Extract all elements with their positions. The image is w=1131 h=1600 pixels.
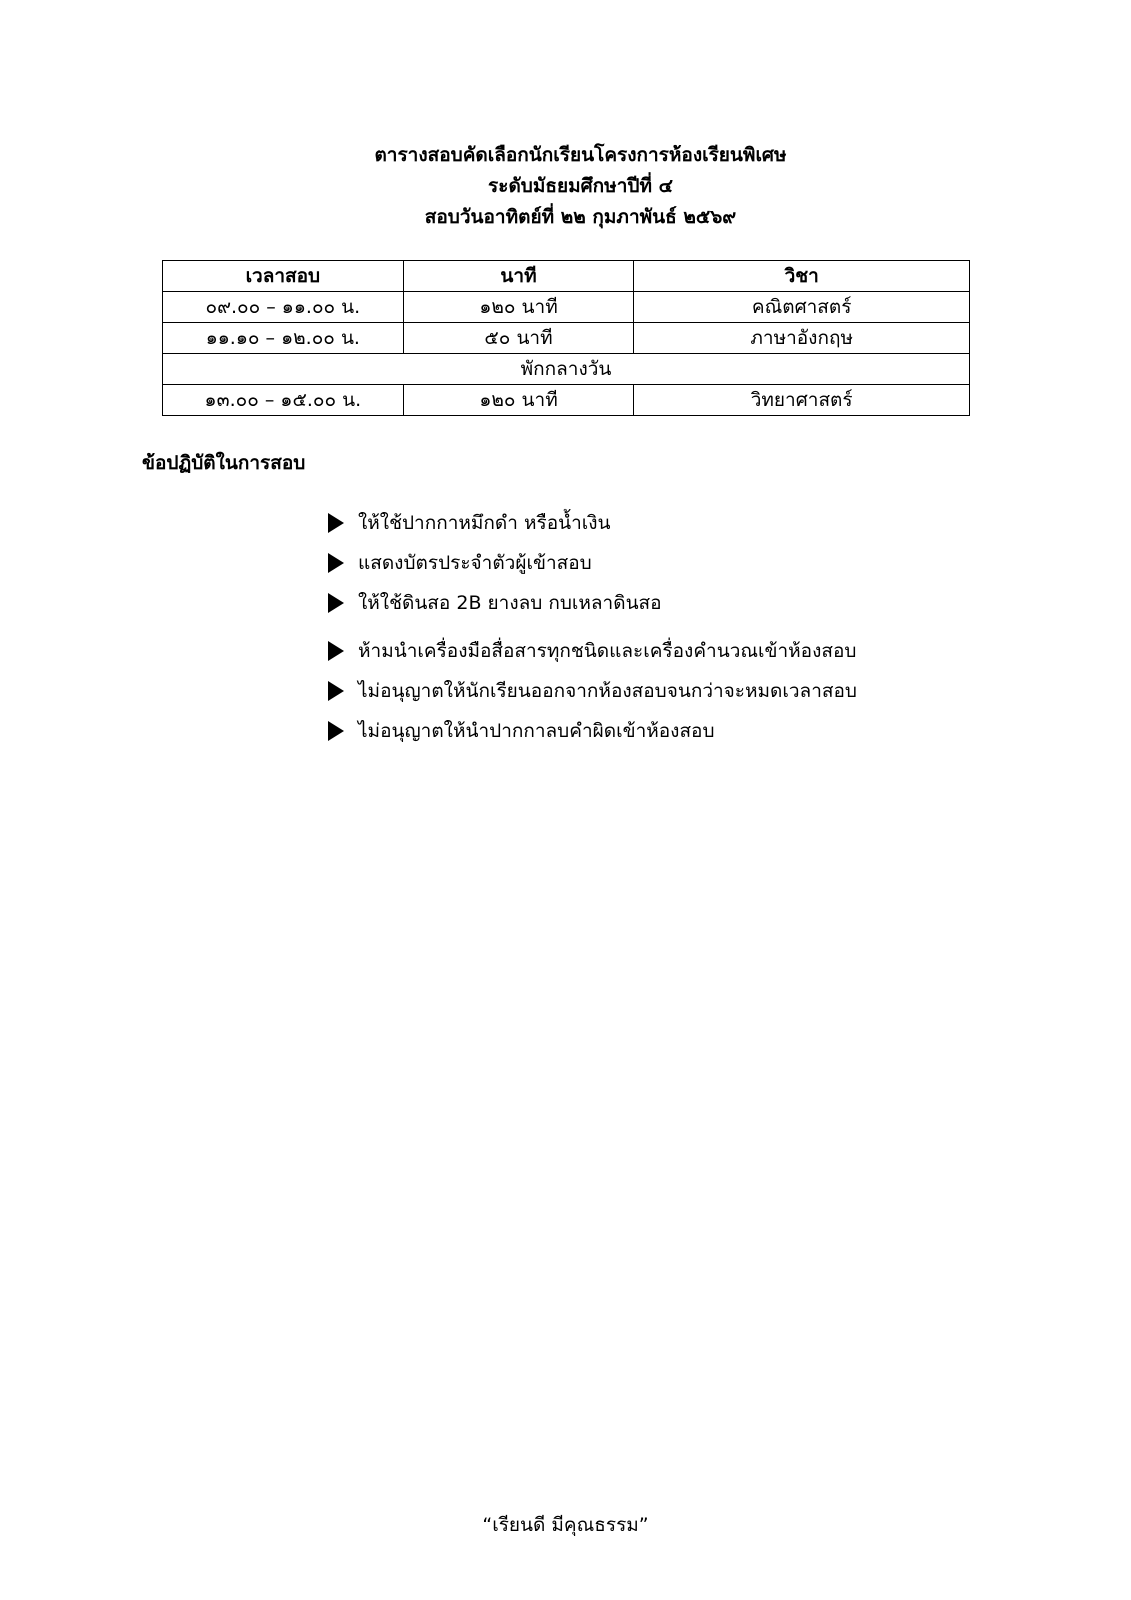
rule-text: ไม่อนุญาตให้นำปากกาลบคำผิดเข้าห้องสอบ [358,720,715,742]
document-title [0,140,1131,233]
rule-text: ให้ใช้ดินสอ 2B ยางลบ กบเหลาดินสอ [358,592,662,614]
arrow-bullet-icon [328,721,344,741]
cell-lunch-break: พักกลางวัน [163,354,970,385]
cell-minutes: ๕๐ นาที [403,323,634,354]
header-minutes: นาที [403,261,634,292]
arrow-bullet-icon [328,553,344,573]
cell-minutes: ๑๒๐ นาที [403,385,634,416]
list-item [328,543,857,583]
header-time: เวลาสอบ [163,261,404,292]
list-item [328,671,857,711]
list-item [328,631,857,671]
rule-text: แสดงบัตรประจำตัวผู้เข้าสอบ [358,552,592,574]
title-line-3: สอบวันอาทิตย์ที่ ๒๒ กุมภาพันธ์ ๒๕๖๙ [424,206,737,228]
cell-time: ๑๑.๑๐ – ๑๒.๐๐ น. [163,323,404,354]
cell-time: ๑๓.๐๐ – ๑๕.๐๐ น. [163,385,404,416]
arrow-bullet-icon [328,641,344,661]
cell-time: ๐๙.๐๐ – ๑๑.๐๐ น. [163,292,404,323]
table-row [163,385,970,416]
cell-subject: ภาษาอังกฤษ [634,323,970,354]
school-motto: “เรียนดี มีคุณธรรม” [482,1514,649,1536]
list-item [328,711,857,751]
arrow-bullet-icon [328,593,344,613]
rule-text: ไม่อนุญาตให้นักเรียนออกจากห้องสอบจนกว่าจะหมดเวลาสอบ [358,680,857,702]
title-line-1: ตารางสอบคัดเลือกนักเรียนโครงการห้องเรียนพิเศษ [374,144,787,166]
table-row [163,292,970,323]
title-line-2: ระดับมัธยมศึกษาปีที่ ๔ [488,175,673,197]
rule-text: ให้ใช้ปากกาหมึกดำ หรือน้ำเงิน [358,512,611,534]
rules-heading: ข้อปฏิบัติในการสอบ [142,452,306,474]
table-header-row [163,261,970,292]
arrow-bullet-icon [328,681,344,701]
list-item [328,503,857,543]
arrow-bullet-icon [328,513,344,533]
cell-subject: วิทยาศาสตร์ [634,385,970,416]
table-row-break [163,354,970,385]
rule-text: ห้ามนำเครื่องมือสื่อสารทุกชนิดและเครื่องคำนวณเข้าห้องสอบ [358,640,857,662]
header-subject: วิชา [634,261,970,292]
cell-minutes: ๑๒๐ นาที [403,292,634,323]
cell-subject: คณิตศาสตร์ [634,292,970,323]
table-row [163,323,970,354]
rules-list [328,503,857,751]
list-item [328,583,857,623]
exam-schedule-table [162,260,970,416]
